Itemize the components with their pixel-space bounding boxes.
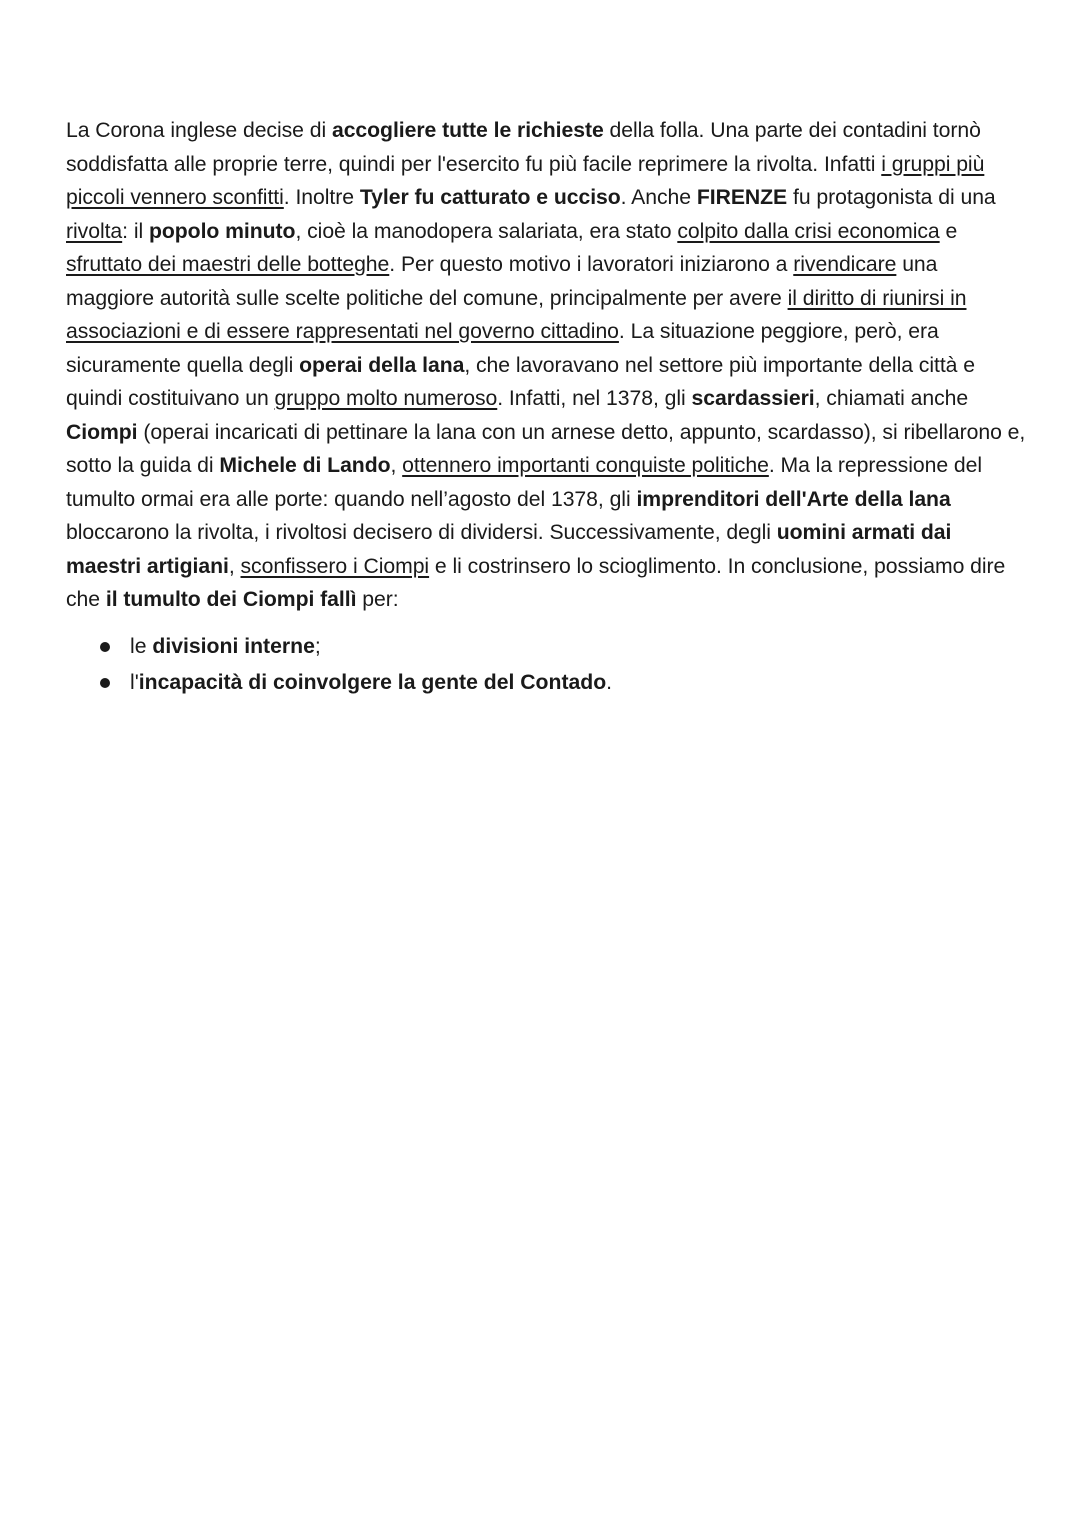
- bold-text: popolo minuto: [149, 219, 296, 243]
- text-run: . Per questo motivo i lavoratori iniziarono a: [389, 253, 794, 276]
- text-run: fu protagonista di una: [787, 186, 996, 209]
- text-run: per:: [356, 588, 399, 611]
- bullet-icon: [100, 642, 110, 652]
- bold-text: Michele di Lando: [219, 454, 391, 477]
- bold-text: imprenditori dell'Arte della lana: [636, 487, 951, 511]
- text-run: , cioè la manodopera salariata, era stato: [295, 219, 678, 243]
- text-run: , chiamati anche: [814, 387, 969, 410]
- underlined-text: rivendicare: [793, 253, 897, 276]
- text-run: .: [606, 670, 613, 694]
- list-item-text: [130, 635, 321, 658]
- text-run: le: [130, 634, 153, 658]
- underlined-text: il diritto di riunirsi in associazioni e di essere rappresentati nel governo cittadino: [66, 286, 967, 343]
- underlined-text: rivolta: [66, 219, 123, 243]
- text-run: ,: [390, 454, 403, 477]
- text-run: l': [130, 670, 139, 694]
- underlined-text: ottennero importanti conquiste politiche: [402, 454, 769, 477]
- text-run: : il: [122, 219, 149, 243]
- list-item-text: [130, 671, 612, 694]
- underlined-text: sfruttato dei maestri delle botteghe: [66, 253, 390, 276]
- bold-text: accogliere tutte le richieste: [331, 119, 604, 142]
- bold-text: incapacità di coinvolgere la gente del Contado: [138, 670, 607, 694]
- text-run: . Anche: [620, 186, 697, 209]
- bold-text: uomini armati dai maestri artigiani: [66, 521, 952, 578]
- bold-text: operai della lana: [299, 353, 465, 377]
- text-run: La Corona inglese decise di: [66, 119, 332, 142]
- text-run: ;: [314, 634, 321, 658]
- underlined-text: i gruppi più piccoli vennero sconfitti: [66, 152, 985, 209]
- list-item: [66, 665, 1026, 701]
- text-run: una maggiore autorità sulle scelte politiche del comune, principalmente per avere: [66, 253, 938, 310]
- list-item: [66, 629, 1026, 665]
- underlined-text: gruppo molto numeroso: [274, 387, 498, 410]
- text-run: . Infatti, nel 1378, gli: [497, 387, 692, 410]
- bullet-icon: [100, 678, 110, 688]
- bold-text: scardassieri: [691, 387, 815, 410]
- bold-text: il tumulto dei Ciompi fallì: [105, 588, 357, 611]
- text-run: . La situazione peggiore, però, era sicuramente quella degli: [66, 320, 939, 377]
- underlined-text: colpito dalla crisi economica: [677, 219, 940, 243]
- main-paragraph: [66, 114, 1026, 617]
- text-run: , che lavoravano nel settore più importante della città e quindi costituivano un: [66, 353, 975, 410]
- text-run: e: [939, 219, 958, 243]
- text-run: (operai incaricati di pettinare la lana con un arnese detto, appunto, scardasso), si ribellarono e, sotto la guida di: [66, 420, 1026, 477]
- bold-text: FIRENZE: [696, 186, 788, 209]
- bold-text: Ciompi: [66, 420, 138, 444]
- text-run: . Ma la repressione del tumulto ormai era alle porte: quando nell’agosto del 1378, gli: [66, 454, 983, 511]
- bold-text: divisioni interne: [152, 634, 315, 658]
- text-run: . Inoltre: [283, 186, 360, 209]
- bullet-list: [66, 629, 1026, 701]
- document-page: [66, 114, 1026, 701]
- text-run: bloccarono la rivolta, i rivoltosi decisero di dividersi. Successivamente, degli: [66, 521, 777, 544]
- text-run: della folla. Una parte dei contadini tornò soddisfatta alle proprie terre, quindi per l'esercito fu più facile reprimere la rivolta. Infatti: [66, 119, 981, 176]
- text-run: e li costrinsero lo scioglimento. In conclusione, possiamo dire che: [66, 554, 1006, 611]
- bold-text: Tyler fu catturato e ucciso: [359, 186, 621, 209]
- text-run: ,: [228, 554, 241, 578]
- underlined-text: sconfissero i Ciompi: [240, 554, 430, 578]
